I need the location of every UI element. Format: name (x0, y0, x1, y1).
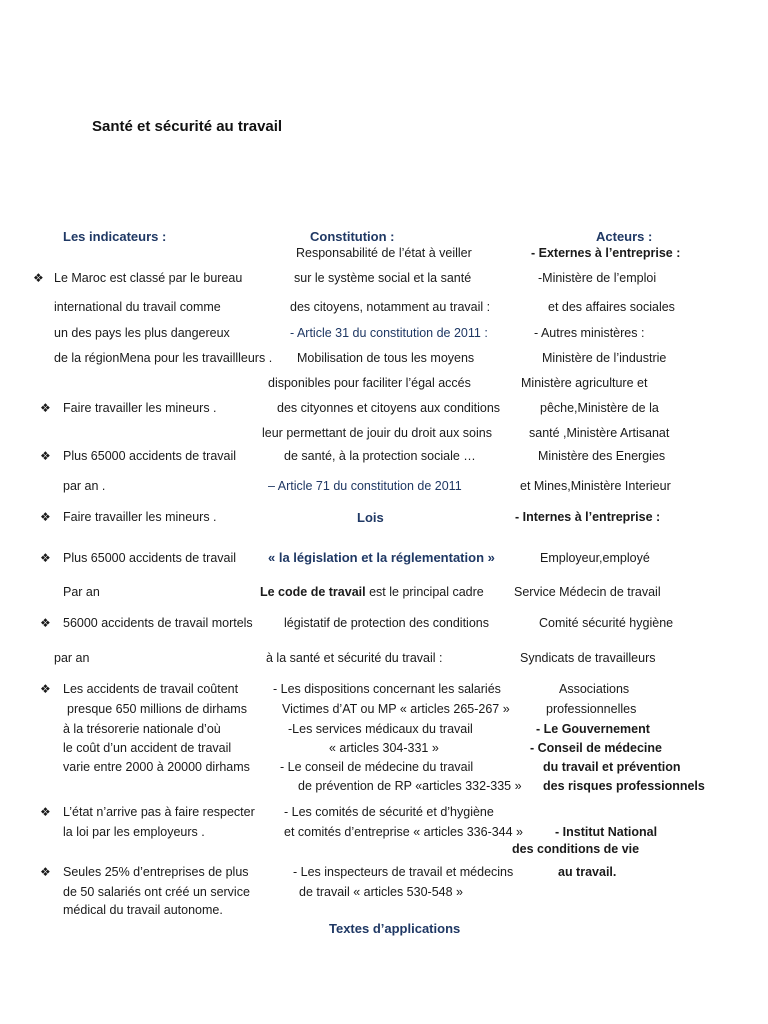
header-acteurs: Acteurs : (596, 229, 653, 244)
acteur-text: pêche,Ministère de la (540, 401, 659, 415)
constitution-text: à la santé et sécurité du travail : (266, 651, 443, 665)
page-title: Santé et sécurité au travail (92, 118, 283, 135)
conseil-medecine-text: du travail et prévention (543, 760, 681, 774)
indicator-text: Le Maroc est classé par le bureau (54, 271, 243, 285)
constitution-text: et comités d’entreprise « articles 336-344 » (284, 825, 524, 839)
constitution-text: légistatif de protection des conditions (284, 616, 489, 630)
indicator-text: varie entre 2000 à 20000 dirhams (63, 760, 250, 774)
acteur-text: Ministère de l’industrie (542, 351, 667, 365)
indicator-text: Plus 65000 accidents de travail (63, 449, 237, 463)
acteur-text: Syndicats de travailleurs (520, 651, 656, 665)
constitution-text: -Les services médicaux du travail (288, 722, 473, 736)
indicator-text: L’état n’arrive pas à faire respecter (63, 805, 255, 819)
constitution-text: - Les dispositions concernant les salariés (273, 682, 501, 696)
textes-applications-heading: Textes d’applications (329, 921, 461, 936)
gouvernement-text: - Le Gouvernement (536, 722, 650, 736)
indicator-text: Plus 65000 accidents de travail (63, 551, 237, 565)
indicator-text: Seules 25% d’entreprises de plus (63, 865, 249, 879)
institut-national-text: au travail. (558, 865, 617, 879)
constitution-text: de prévention de RP «articles 332-335 » (298, 779, 522, 793)
institut-national-text: des conditions de vie (512, 842, 640, 856)
acteur-text: Associations (559, 682, 630, 696)
constitution-text: - Les comités de sécurité et d’hygiène (284, 805, 494, 819)
indicator-text: 56000 accidents de travail mortels (63, 616, 253, 630)
acteur-text: - Autres ministères : (534, 326, 645, 340)
constitution-text: Mobilisation de tous les moyens (297, 351, 475, 365)
acteur-text: Ministère des Energies (538, 449, 666, 463)
institut-national-text: - Institut National (555, 825, 658, 839)
bullet-icon: ❖ (40, 510, 51, 524)
constitution-text: disponibles pour faciliter l’égal accés (268, 376, 471, 390)
bullet-icon: ❖ (40, 865, 51, 879)
bullet-icon: ❖ (33, 271, 44, 285)
code-travail-line (260, 586, 484, 599)
constitution-article-71: – Article 71 du constitution de 2011 (268, 479, 462, 493)
conseil-medecine-text: - Conseil de médecine (530, 741, 662, 755)
constitution-text: des citoyens, notamment au travail : (290, 300, 491, 314)
legislation-heading: « la législation et la réglementation » (268, 550, 495, 565)
constitution-text: - Le conseil de médecine du travail (280, 760, 474, 774)
indicator-text: presque 650 millions de dirhams (67, 702, 247, 716)
code-travail-rest: est le principal cadre (369, 585, 484, 599)
bullet-icon: ❖ (40, 805, 51, 819)
indicator-text: médical du travail autonome. (63, 903, 223, 917)
bullet-icon: ❖ (40, 551, 51, 565)
bullet-icon: ❖ (40, 682, 51, 696)
header-constitution: Constitution : (310, 229, 395, 244)
indicator-text: à la trésorerie nationale d’où (63, 722, 221, 736)
indicator-text: Par an (63, 585, 100, 599)
indicator-text: Faire travailler les mineurs . (63, 510, 217, 524)
indicator-text: de 50 salariés ont créé un service (63, 885, 250, 899)
indicator-text: Les accidents de travail coûtent (63, 682, 239, 696)
bullet-icon: ❖ (40, 401, 51, 415)
constitution-text: leur permettant de jouir du droit aux soins (262, 426, 492, 440)
constitution-text: de santé, à la protection sociale … (284, 449, 476, 463)
constitution-text: - Les inspecteurs de travail et médecins (293, 865, 514, 879)
constitution-text: « articles 304-331 » (329, 741, 439, 755)
externes-heading: - Externes à l’entreprise : (531, 246, 681, 260)
indicator-text: par an (54, 651, 90, 665)
conseil-medecine-text: des risques professionnels (543, 779, 705, 793)
indicator-text: par an . (63, 479, 106, 493)
constitution-text: des cityonnes et citoyens aux conditions (277, 401, 501, 415)
indicator-text: Faire travailler les mineurs . (63, 401, 217, 415)
constitution-text: Victimes d’AT ou MP « articles 265-267 » (282, 702, 510, 716)
acteur-text: santé ,Ministère Artisanat (529, 426, 670, 440)
constitution-text: de travail « articles 530-548 » (299, 885, 463, 899)
acteur-text: et des affaires sociales (548, 300, 675, 314)
bullet-icon: ❖ (40, 616, 51, 630)
lois-heading: Lois (357, 510, 384, 525)
acteur-text: professionnelles (546, 702, 637, 716)
code-travail-bold: Le code de travail (260, 585, 366, 599)
header-indicateurs: Les indicateurs : (63, 229, 167, 244)
bullet-icon: ❖ (40, 449, 51, 463)
acteur-text: Ministère agriculture et (521, 376, 648, 390)
acteur-text: et Mines,Ministère Interieur (520, 479, 671, 493)
acteur-text: -Ministère de l’emploi (538, 271, 657, 285)
indicator-text: un des pays les plus dangereux (54, 326, 230, 340)
constitution-article-31: - Article 31 du constitution de 2011 : (290, 326, 488, 340)
indicator-text: de la régionMena pour les travaillleurs . (54, 351, 273, 365)
internes-heading: - Internes à l’entreprise : (515, 510, 661, 524)
constitution-text: Responsabilité de l’état à veiller (296, 246, 472, 260)
acteur-text: Service Médecin de travail (514, 585, 661, 599)
indicator-text: le coût d’un accident de travail (63, 741, 232, 755)
acteur-text: Comité sécurité hygiène (539, 616, 674, 630)
indicator-text: la loi par les employeurs . (63, 825, 205, 839)
acteur-text: Employeur,employé (540, 551, 650, 565)
indicator-text: international du travail comme (54, 300, 221, 314)
constitution-text: sur le système social et la santé (294, 271, 472, 285)
